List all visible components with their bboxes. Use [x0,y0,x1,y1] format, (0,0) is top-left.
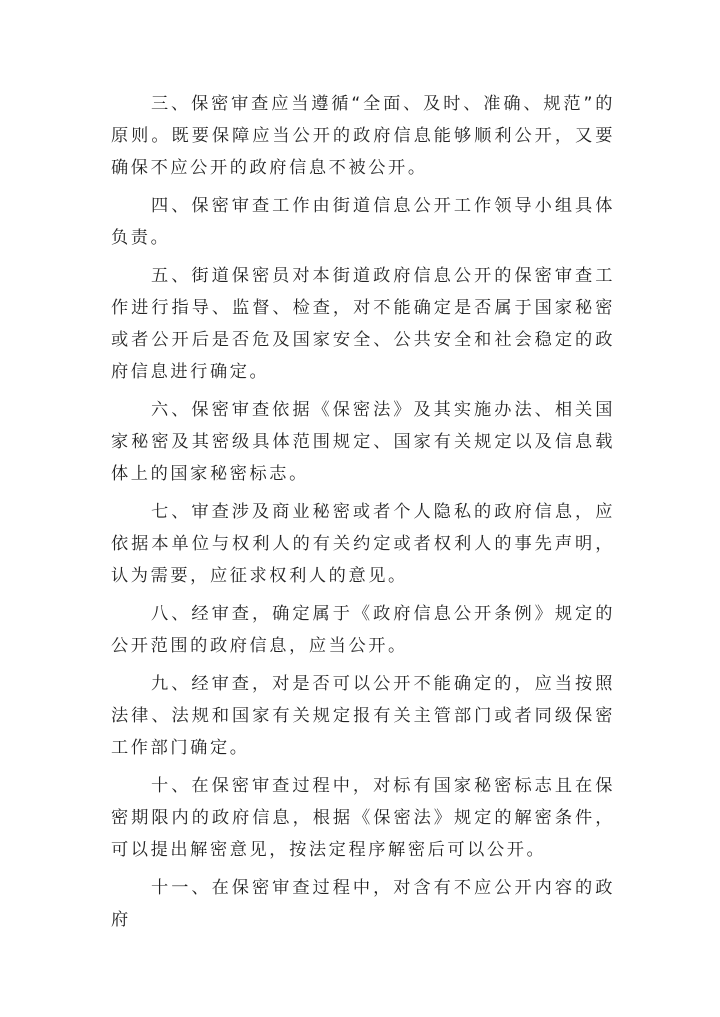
paragraph-8: 八、经审查，确定属于《政府信息公开条例》规定的公开范围的政府信息，应当公开。 [111,604,615,656]
paragraph-5: 五、街道保密员对本街道政府信息公开的保密审查工作进行指导、监督、检查，对不能确定是否属于国家秘密或者公开后是否危及国家安全、公共安全和社会稳定的政府信息进行确定。 [111,266,615,382]
document-page [111,88,615,942]
paragraph-9: 九、经审查，对是否可以公开不能确定的，应当按照法律、法规和国家有关规定报有关主管部门或者同级保密工作部门确定。 [111,674,615,758]
paragraph-7: 七、审查涉及商业秘密或者个人隐私的政府信息，应依据本单位与权利人的有关约定或者权利人的事先声明，认为需要，应征求权利人的意见。 [111,502,615,586]
paragraph-11: 十一、在保密审查过程中，对含有不应公开内容的政府 [111,878,615,930]
paragraph-4: 四、保密审查工作由街道信息公开工作领导小组具体负责。 [111,196,615,248]
paragraph-3: 三、保密审查应当遵循“全面、及时、准确、规范”的原则。既要保障应当公开的政府信息能够顺利公开，又要确保不应公开的政府信息不被公开。 [111,94,615,178]
paragraph-10: 十、在保密审查过程中，对标有国家秘密标志且在保密期限内的政府信息，根据《保密法》规定的解密条件，可以提出解密意见，按法定程序解密后可以公开。 [111,776,615,860]
paragraph-6: 六、保密审查依据《保密法》及其实施办法、相关国家秘密及其密级具体范围规定、国家有关规定以及信息载体上的国家秘密标志。 [111,400,615,484]
